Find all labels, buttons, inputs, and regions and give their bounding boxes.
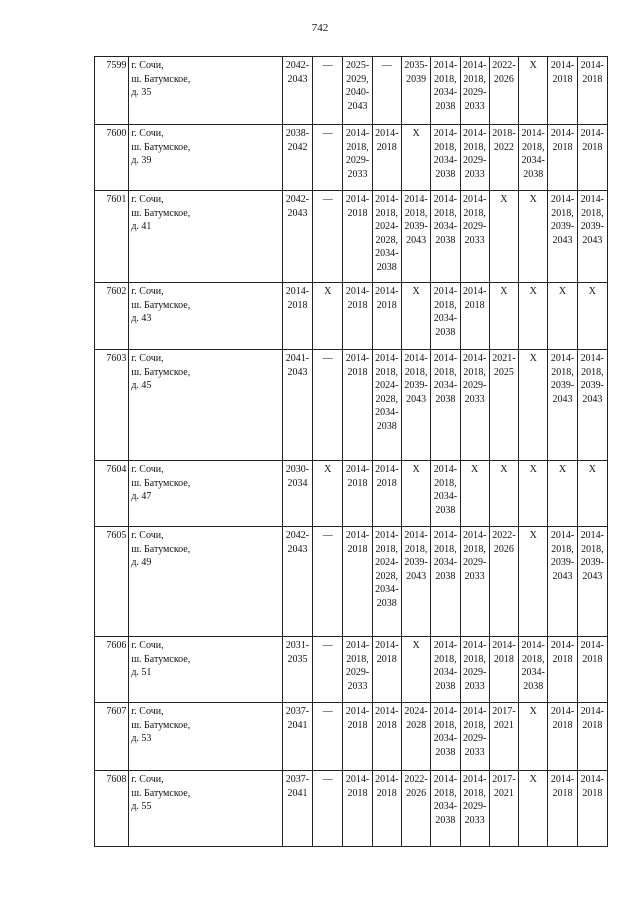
- schedule-period: Х: [588, 286, 596, 297]
- schedule-period: 2031- 2035: [285, 640, 310, 665]
- address-cell: [129, 283, 282, 350]
- schedule-period: 2014- 2018: [550, 774, 575, 799]
- schedule-cell: [401, 703, 430, 771]
- schedule-cell: [519, 125, 548, 191]
- schedule-cell: [282, 283, 312, 350]
- row-number-cell: [95, 527, 129, 637]
- schedule-period: Х: [324, 464, 332, 475]
- schedule-period: 2014- 2018: [285, 286, 310, 311]
- row-number: 7599: [106, 60, 127, 71]
- schedule-cell: [577, 771, 607, 847]
- schedule-period: 2014- 2018, 2034- 2038: [521, 640, 545, 692]
- schedule-cell: [282, 703, 312, 771]
- schedule-cell: [519, 461, 548, 527]
- schedule-period: 2041- 2043: [285, 353, 310, 378]
- table-row: [95, 461, 608, 527]
- schedule-cell: [313, 350, 343, 461]
- row-number-cell: [95, 125, 129, 191]
- row-number: 7600: [106, 128, 127, 139]
- schedule-period: 2014- 2018: [375, 706, 399, 731]
- schedule-period: 2014- 2018, 2024- 2028, 2034- 2038: [375, 530, 399, 609]
- schedule-cell: [313, 125, 343, 191]
- schedule-cell: [282, 527, 312, 637]
- schedule-period: 2014- 2018, 2029- 2033: [462, 194, 487, 246]
- schedule-period: 2014- 2018: [550, 128, 575, 153]
- schedule-cell: [282, 57, 312, 125]
- schedule-period: 2014- 2018: [580, 640, 604, 665]
- address-cell: [129, 191, 282, 283]
- schedule-cell: [519, 57, 548, 125]
- schedule-cell: [401, 771, 430, 847]
- schedule-period: Х: [412, 286, 420, 297]
- schedule-period: Х: [529, 353, 537, 364]
- schedule-cell: [460, 703, 489, 771]
- schedule-cell: [489, 125, 518, 191]
- schedule-period: 2042- 2043: [285, 194, 310, 219]
- schedule-cell: [519, 637, 548, 703]
- schedule-cell: [431, 771, 460, 847]
- schedule-cell: [548, 527, 577, 637]
- schedule-cell: [577, 637, 607, 703]
- schedule-period: 2021- 2025: [492, 353, 516, 378]
- address-text: г. Сочи, ш. Батумское, д. 55: [131, 774, 191, 812]
- schedule-period: 2014- 2018, 2029- 2033: [345, 640, 370, 692]
- address-cell: [129, 350, 282, 461]
- schedule-period: Х: [588, 464, 596, 475]
- schedule-period: —: [322, 60, 333, 71]
- schedule-period: Х: [412, 464, 420, 475]
- schedule-period: 2022- 2026: [404, 774, 428, 799]
- schedule-period: Х: [471, 464, 479, 475]
- schedule-period: Х: [529, 774, 537, 785]
- schedule-period: 2018- 2022: [492, 128, 516, 153]
- schedule-cell: [343, 57, 372, 125]
- schedule-period: 2014- 2018, 2039- 2043: [550, 353, 575, 405]
- schedule-cell: [401, 191, 430, 283]
- schedule-cell: [460, 771, 489, 847]
- schedule-cell: [343, 191, 372, 283]
- schedule-period: 2037- 2041: [285, 706, 310, 731]
- schedule-period: 2014- 2018, 2034- 2038: [433, 194, 458, 246]
- address-text: г. Сочи, ш. Батумское, д. 35: [131, 60, 191, 98]
- schedule-cell: [282, 191, 312, 283]
- schedule-period: 2014- 2018, 2039- 2043: [580, 194, 604, 246]
- schedule-period: 2014- 2018, 2034- 2038: [433, 286, 458, 338]
- schedule-cell: [489, 637, 518, 703]
- schedule-cell: [460, 191, 489, 283]
- address-text: г. Сочи, ш. Батумское, д. 39: [131, 128, 191, 166]
- schedule-period: 2014- 2018, 2024- 2028, 2034- 2038: [375, 353, 399, 432]
- schedule-cell: [343, 350, 372, 461]
- schedule-period: Х: [500, 464, 508, 475]
- schedule-period: 2014- 2018: [375, 464, 399, 489]
- table-row: [95, 283, 608, 350]
- address-text: г. Сочи, ш. Батумское, д. 51: [131, 640, 191, 678]
- row-number: 7604: [106, 464, 127, 475]
- schedule-cell: [282, 771, 312, 847]
- schedule-cell: [577, 191, 607, 283]
- schedule-period: 2014- 2018: [375, 128, 399, 153]
- schedule-cell: [548, 125, 577, 191]
- schedule-cell: [343, 527, 372, 637]
- schedule-cell: [401, 461, 430, 527]
- schedule-period: 2014- 2018, 2029- 2033: [462, 774, 487, 826]
- schedule-period: 2014- 2018, 2029- 2033: [462, 353, 487, 405]
- address-text: г. Сочи, ш. Батумское, д. 43: [131, 286, 191, 324]
- address-cell: [129, 125, 282, 191]
- schedule-cell: [460, 350, 489, 461]
- row-number-cell: [95, 461, 129, 527]
- schedule-period: 2022- 2026: [492, 60, 516, 85]
- schedule-cell: [431, 637, 460, 703]
- schedule-cell: [431, 57, 460, 125]
- schedule-period: 2014- 2018: [580, 706, 604, 731]
- address-cell: [129, 461, 282, 527]
- schedule-period: 2042- 2043: [285, 60, 310, 85]
- schedule-period: 2014- 2018, 2039- 2043: [580, 530, 604, 582]
- schedule-period: —: [322, 774, 333, 785]
- schedule-period: 2014- 2018: [550, 706, 575, 731]
- schedule-cell: [313, 637, 343, 703]
- schedule-cell: [282, 125, 312, 191]
- schedule-period: —: [322, 128, 333, 139]
- schedule-period: 2014- 2018, 2039- 2043: [580, 353, 604, 405]
- schedule-cell: [372, 637, 401, 703]
- schedule-period: —: [322, 530, 333, 541]
- schedule-period: 2014- 2018, 2034- 2038: [433, 640, 458, 692]
- schedule-cell: [519, 527, 548, 637]
- schedule-period: 2014- 2018, 2029- 2033: [462, 128, 487, 180]
- table-row: [95, 703, 608, 771]
- schedule-cell: [401, 57, 430, 125]
- schedule-period: 2014- 2018, 2039- 2043: [550, 194, 575, 246]
- address-text: г. Сочи, ш. Батумское, д. 45: [131, 353, 191, 391]
- schedule-cell: [372, 527, 401, 637]
- row-number: 7606: [106, 640, 127, 651]
- schedule-period: 2022- 2026: [492, 530, 516, 555]
- schedule-period: Х: [529, 530, 537, 541]
- schedule-cell: [548, 461, 577, 527]
- schedule-cell: [489, 57, 518, 125]
- schedule-cell: [431, 283, 460, 350]
- address-cell: [129, 771, 282, 847]
- schedule-period: 2014- 2018: [580, 774, 604, 799]
- schedule-cell: [577, 283, 607, 350]
- schedule-cell: [372, 703, 401, 771]
- schedule-period: 2014- 2018: [375, 774, 399, 799]
- address-text: г. Сочи, ш. Батумское, д. 49: [131, 530, 191, 568]
- table-row: [95, 527, 608, 637]
- schedule-period: 2014- 2018, 2029- 2033: [462, 706, 487, 758]
- schedule-period: 2014- 2018: [462, 286, 487, 311]
- row-number-cell: [95, 703, 129, 771]
- schedule-period: 2038- 2042: [285, 128, 310, 153]
- address-text: г. Сочи, ш. Батумское, д. 53: [131, 706, 191, 744]
- schedule-period: Х: [558, 286, 567, 297]
- schedule-cell: [431, 527, 460, 637]
- schedule-cell: [431, 350, 460, 461]
- schedule-period: 2014- 2018: [492, 640, 516, 665]
- schedule-cell: [548, 57, 577, 125]
- schedule-cell: [519, 191, 548, 283]
- schedule-cell: [313, 703, 343, 771]
- row-number-cell: [95, 637, 129, 703]
- schedule-period: Х: [324, 286, 332, 297]
- schedule-cell: [313, 461, 343, 527]
- schedule-period: 2014- 2018, 2034- 2038: [433, 530, 458, 582]
- schedule-period: —: [322, 640, 333, 651]
- schedule-period: 2014- 2018: [375, 640, 399, 665]
- schedule-period: 2014- 2018: [375, 286, 399, 311]
- schedule-cell: [489, 191, 518, 283]
- schedule-period: 2014- 2018: [580, 60, 604, 85]
- schedule-cell: [460, 637, 489, 703]
- schedule-period: 2024- 2028: [404, 706, 428, 731]
- schedule-period: 2035- 2039: [404, 60, 428, 85]
- schedule-period: —: [322, 706, 333, 717]
- schedule-period: 2014- 2018, 2029- 2033: [345, 128, 370, 180]
- schedule-period: 2014- 2018, 2034- 2038: [433, 128, 458, 180]
- schedule-cell: [431, 703, 460, 771]
- schedule-period: 2014- 2018, 2034- 2038: [521, 128, 545, 180]
- schedule-cell: [401, 527, 430, 637]
- schedule-period: 2014- 2018: [550, 640, 575, 665]
- address-cell: [129, 637, 282, 703]
- schedule-cell: [431, 125, 460, 191]
- schedule-period: 2014- 2018, 2039- 2043: [404, 353, 428, 405]
- table-row: [95, 771, 608, 847]
- schedule-cell: [431, 191, 460, 283]
- schedule-cell: [372, 771, 401, 847]
- row-number: 7603: [106, 353, 127, 364]
- row-number: 7601: [106, 194, 127, 205]
- schedule-cell: [401, 637, 430, 703]
- schedule-cell: [460, 461, 489, 527]
- row-number: 7607: [106, 706, 127, 717]
- schedule-cell: [431, 461, 460, 527]
- schedule-period: 2014- 2018, 2039- 2043: [550, 530, 575, 582]
- row-number-cell: [95, 283, 129, 350]
- schedule-cell: [489, 527, 518, 637]
- schedule-period: 2014- 2018, 2029- 2033: [462, 60, 487, 112]
- schedule-cell: [489, 283, 518, 350]
- schedule-cell: [343, 771, 372, 847]
- schedule-cell: [343, 461, 372, 527]
- row-number-cell: [95, 191, 129, 283]
- schedule-cell: [577, 703, 607, 771]
- schedule-cell: [577, 461, 607, 527]
- schedule-period: 2014- 2018, 2034- 2038: [433, 706, 458, 758]
- schedule-period: 2014- 2018, 2024- 2028, 2034- 2038: [375, 194, 399, 273]
- schedule-period: 2037- 2041: [285, 774, 310, 799]
- schedule-period: Х: [412, 640, 420, 651]
- schedule-period: 2014- 2018: [345, 706, 370, 731]
- schedule-cell: [401, 125, 430, 191]
- schedule-cell: [343, 637, 372, 703]
- schedule-period: Х: [500, 194, 508, 205]
- address-cell: [129, 703, 282, 771]
- schedule-period: Х: [529, 464, 537, 475]
- schedule-period: —: [381, 60, 392, 71]
- schedule-period: Х: [558, 464, 567, 475]
- schedule-cell: [313, 191, 343, 283]
- table-row: [95, 191, 608, 283]
- schedule-cell: [282, 637, 312, 703]
- schedule-cell: [577, 125, 607, 191]
- row-number-cell: [95, 57, 129, 125]
- schedule-period: 2014- 2018: [345, 353, 370, 378]
- row-number: 7608: [106, 774, 127, 785]
- schedule-period: —: [322, 353, 333, 364]
- schedule-cell: [313, 57, 343, 125]
- address-text: г. Сочи, ш. Батумское, д. 47: [131, 464, 191, 502]
- schedule-cell: [313, 771, 343, 847]
- schedule-cell: [343, 125, 372, 191]
- schedule-cell: [460, 283, 489, 350]
- schedule-cell: [548, 771, 577, 847]
- schedule-cell: [372, 461, 401, 527]
- schedule-period: 2014- 2018, 2034- 2038: [433, 60, 458, 112]
- schedule-cell: [282, 461, 312, 527]
- schedule-period: 2014- 2018: [345, 194, 370, 219]
- schedule-period: 2014- 2018: [580, 128, 604, 153]
- schedule-cell: [489, 771, 518, 847]
- schedule-cell: [489, 703, 518, 771]
- schedule-period: 2014- 2018: [550, 60, 575, 85]
- schedule-period: Х: [529, 60, 537, 71]
- schedule-cell: [372, 125, 401, 191]
- schedule-cell: [372, 350, 401, 461]
- schedule-period: 2014- 2018, 2034- 2038: [433, 464, 458, 516]
- schedule-period: 2017- 2021: [492, 706, 516, 731]
- schedule-cell: [282, 350, 312, 461]
- schedule-cell: [548, 350, 577, 461]
- address-cell: [129, 527, 282, 637]
- schedule-cell: [519, 283, 548, 350]
- schedule-period: 2014- 2018, 2029- 2033: [462, 530, 487, 582]
- schedule-period: 2014- 2018, 2029- 2033: [462, 640, 487, 692]
- address-cell: [129, 57, 282, 125]
- schedule-cell: [519, 771, 548, 847]
- row-number: 7602: [106, 286, 127, 297]
- schedule-cell: [460, 527, 489, 637]
- schedule-period: —: [322, 194, 333, 205]
- schedule-period: 2017- 2021: [492, 774, 516, 799]
- repair-schedule-table: [94, 56, 608, 847]
- page-number: 742: [311, 22, 329, 34]
- schedule-cell: [489, 461, 518, 527]
- schedule-period: Х: [529, 194, 537, 205]
- schedule-cell: [401, 283, 430, 350]
- row-number-cell: [95, 771, 129, 847]
- schedule-period: Х: [529, 286, 537, 297]
- schedule-cell: [460, 125, 489, 191]
- address-text: г. Сочи, ш. Батумское, д. 41: [131, 194, 191, 232]
- schedule-period: Х: [529, 706, 537, 717]
- schedule-cell: [401, 350, 430, 461]
- schedule-period: Х: [412, 128, 420, 139]
- schedule-period: Х: [500, 286, 508, 297]
- schedule-cell: [548, 637, 577, 703]
- schedule-cell: [313, 527, 343, 637]
- row-number-cell: [95, 350, 129, 461]
- schedule-period: 2014- 2018, 2034- 2038: [433, 353, 458, 405]
- schedule-cell: [577, 350, 607, 461]
- schedule-cell: [313, 283, 343, 350]
- schedule-cell: [343, 703, 372, 771]
- schedule-cell: [519, 350, 548, 461]
- schedule-period: 2014- 2018: [345, 530, 370, 555]
- schedule-period: 2025- 2029, 2040- 2043: [345, 60, 370, 112]
- table-row: [95, 637, 608, 703]
- schedule-period: 2014- 2018: [345, 774, 370, 799]
- schedule-period: 2014- 2018, 2039- 2043: [404, 530, 428, 582]
- schedule-cell: [343, 283, 372, 350]
- schedule-period: 2014- 2018, 2034- 2038: [433, 774, 458, 826]
- schedule-period: 2014- 2018, 2039- 2043: [404, 194, 428, 246]
- schedule-cell: [577, 57, 607, 125]
- schedule-cell: [548, 283, 577, 350]
- schedule-cell: [489, 350, 518, 461]
- schedule-cell: [577, 527, 607, 637]
- schedule-period: 2014- 2018: [345, 464, 370, 489]
- table-row: [95, 125, 608, 191]
- schedule-period: 2030- 2034: [285, 464, 310, 489]
- schedule-cell: [519, 703, 548, 771]
- schedule-cell: [460, 57, 489, 125]
- row-number: 7605: [106, 530, 127, 541]
- schedule-cell: [372, 57, 401, 125]
- schedule-period: 2014- 2018: [345, 286, 370, 311]
- schedule-cell: [372, 191, 401, 283]
- schedule-cell: [548, 191, 577, 283]
- schedule-cell: [548, 703, 577, 771]
- table-row: [95, 57, 608, 125]
- schedule-cell: [372, 283, 401, 350]
- schedule-period: 2042- 2043: [285, 530, 310, 555]
- table-row: [95, 350, 608, 461]
